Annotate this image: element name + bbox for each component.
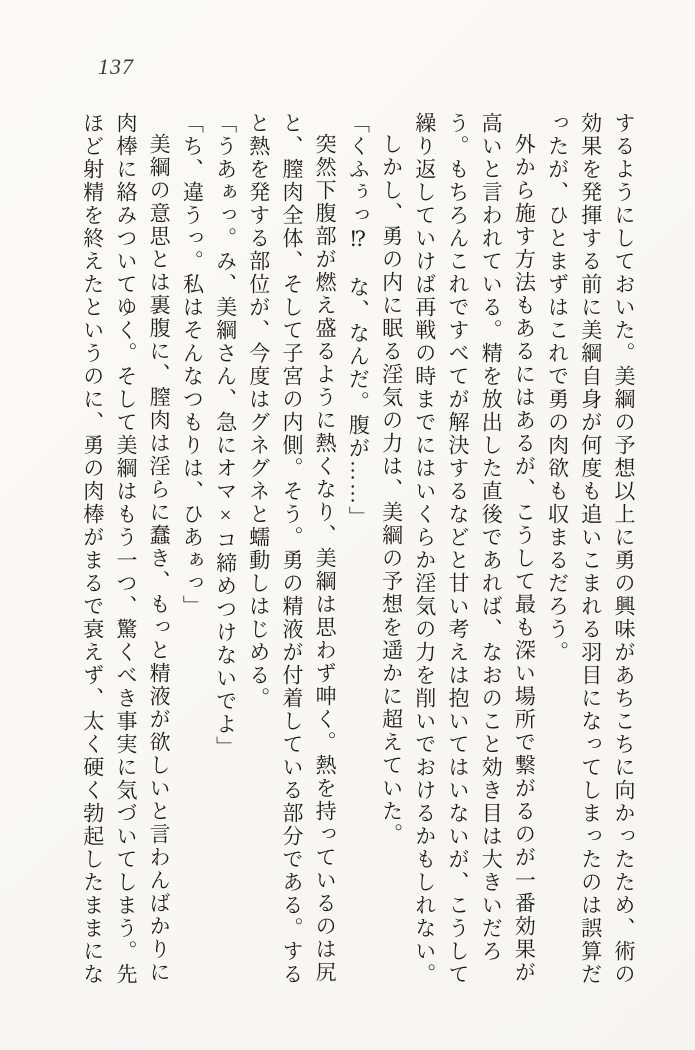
page-number: 137 [98,54,134,79]
paragraph-dialogue: 「ち、違うっ。私はそんなつもりは、ひあぁっ」 [180,112,205,618]
paragraph: するようにしておいた。美綱の予想以上に勇の興味があちこちに向かったため、術の効果を発揮する前に美綱自身が何度も追いこまれる羽目になってしまったのは誤算だったが、ひとまずはこれで勇の肉欲も収まるだろう。 [545,112,636,986]
paragraph: 美綱の意思とは裏腹に、膣肉は淫らに蠢き、もっと精液が欲しいと言わんばかりに肉棒に絡みついてゆく。そして美綱はもう一つ、驚くべき事実に気づいてしまう。先ほど射精を終えたというのに、勇の肉棒がまるで衰えず、太く硬く勃起したままにな [80,112,172,986]
paragraph-dialogue: 「うあぁっ。み、美綱さん、急にオマ×コ締めつけないでよ」 [213,112,238,759]
paragraph: 外から施す方法もあるにはあるが、こうして最も深い場所で繋がるのが一番効果が高いと言われている。精を放出した直後であれば、なおのこと効き目は大きいだろう。もちろんこれですべてが解決するなどと甘い考えは抱いてはいないが、こうして繰り返していけば再戦の時までにはいくらか淫気の力を削いでおけるかもしれない。 [412,112,537,986]
paragraph: 突然下腹部が燃え盛るように熱くなり、美綱は思わず呻く。熱を持っているのは尻と、膣肉全体、そして子宮の内側。そう。勇の精液が付着している部分である。すると熱を発する部位が、今度はグネグネと蠕動しはじめる。 [246,112,338,986]
body-text [70,112,640,990]
paragraph: しかし、勇の内に眠る淫気の力は、美綱の予想を遥かに超えていた。 [379,133,404,846]
paragraph-dialogue: 「くふぅっ⁉ な、なんだ。腹が……」 [346,112,371,529]
